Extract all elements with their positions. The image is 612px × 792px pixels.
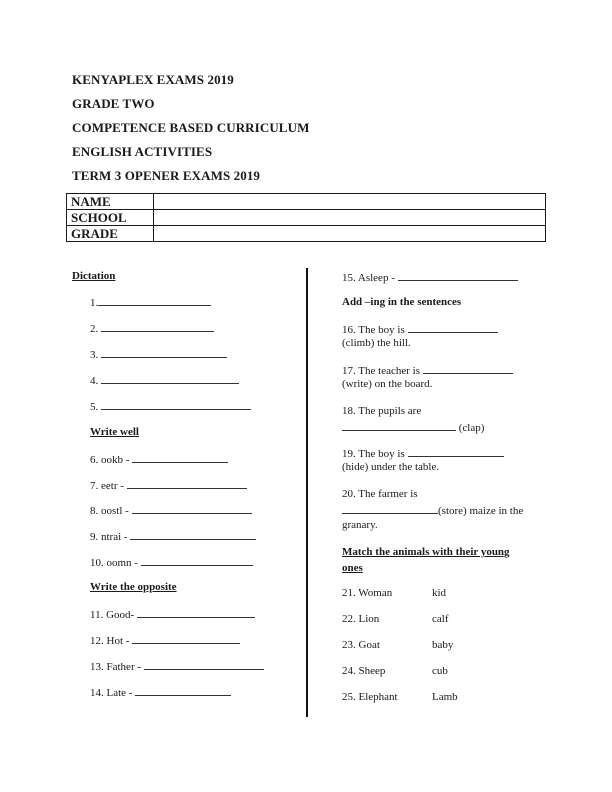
answer-blank[interactable] <box>137 607 255 618</box>
opposite-item-13 <box>90 659 264 673</box>
add-ing-item-20-end: granary. <box>342 519 378 531</box>
add-ing-item-16 <box>342 322 498 336</box>
word: 12. Hot - <box>90 635 133 647</box>
sentence-start: 19. The boy is <box>342 448 408 460</box>
answer-blank[interactable] <box>342 503 438 514</box>
answer-blank[interactable] <box>101 399 251 410</box>
answer-blank[interactable] <box>132 452 228 463</box>
sentence-start: 17. The teacher is <box>342 365 423 377</box>
match-young-baby: baby <box>432 639 454 651</box>
item-number: 4. <box>90 375 101 387</box>
grade-title: GRADE TWO <box>72 96 155 111</box>
answer-blank[interactable] <box>101 321 214 332</box>
write-well-item-6 <box>90 452 228 466</box>
dictation-item-3 <box>90 347 227 361</box>
table-row <box>67 210 546 226</box>
answer-blank[interactable] <box>342 420 456 431</box>
opposite-item-11 <box>90 607 255 621</box>
answer-blank[interactable] <box>127 478 247 489</box>
answer-blank[interactable] <box>132 503 252 514</box>
match-heading-line2: ones <box>342 562 363 574</box>
add-ing-item-20-mid <box>342 503 523 517</box>
exam-term-title: TERM 3 OPENER EXAMS 2019 <box>72 168 261 183</box>
answer-blank[interactable] <box>98 295 211 306</box>
scrambled-word: 9. ntrai - <box>90 531 131 543</box>
table-row <box>67 194 546 210</box>
dictation-item-1 <box>90 295 211 309</box>
match-animal-22: 22. Lion <box>342 613 380 625</box>
match-heading-line1: Match the animals with their young <box>342 546 510 558</box>
match-young-lamb: Lamb <box>432 691 458 703</box>
write-well-item-10 <box>90 555 253 569</box>
add-ing-item-18-end <box>342 420 484 434</box>
write-well-item-7 <box>90 478 247 492</box>
answer-blank[interactable] <box>144 659 264 670</box>
add-ing-item-19-end: (hide) under the table. <box>342 461 440 473</box>
match-animal-23: 23. Goat <box>342 639 380 651</box>
word: 14. Late - <box>90 687 136 699</box>
dictation-item-5 <box>90 399 251 413</box>
answer-blank[interactable] <box>423 363 513 374</box>
school-field[interactable] <box>154 210 546 226</box>
match-animal-25: 25. Elephant <box>342 691 398 703</box>
item-number: 2. <box>90 323 101 335</box>
add-ing-item-20: 20. The farmer is <box>342 488 418 500</box>
answer-blank[interactable] <box>408 446 504 457</box>
match-animal-21: 21. Woman <box>342 587 393 599</box>
word: 11. Good- <box>90 609 137 621</box>
answer-blank[interactable] <box>135 685 231 696</box>
scrambled-word: 6. ookb - <box>90 454 133 466</box>
dictation-item-2 <box>90 321 214 335</box>
write-well-item-8 <box>90 503 252 517</box>
add-ing-item-18: 18. The pupils are <box>342 405 422 417</box>
subject-title: ENGLISH ACTIVITIES <box>72 144 213 159</box>
curriculum-title: COMPETENCE BASED CURRICULUM <box>72 120 310 135</box>
sentence-start: 16. The boy is <box>342 324 408 336</box>
answer-blank[interactable] <box>101 347 227 358</box>
item-number: 5. <box>90 401 101 413</box>
sentence-end: (clap) <box>456 422 485 434</box>
school-label: SCHOOL <box>67 210 154 226</box>
sentence-end: (store) maize in the <box>438 505 524 517</box>
column-divider <box>306 268 308 717</box>
add-ing-item-17-end: (write) on the board. <box>342 378 433 390</box>
dictation-heading: Dictation <box>72 270 116 282</box>
student-info-table <box>66 193 546 242</box>
write-well-item-9 <box>90 529 256 543</box>
item-number: 3. <box>90 349 101 361</box>
grade-field[interactable] <box>154 226 546 242</box>
match-animal-24: 24. Sheep <box>342 665 386 677</box>
answer-blank[interactable] <box>130 529 256 540</box>
name-label: NAME <box>67 194 154 210</box>
add-ing-item-17 <box>342 363 513 377</box>
name-field[interactable] <box>154 194 546 210</box>
opposite-item-14 <box>90 685 231 699</box>
scrambled-word: 8. oostl - <box>90 505 132 517</box>
table-row <box>67 226 546 242</box>
write-well-heading: Write well <box>90 426 139 438</box>
add-ing-item-16-end: (climb) the hill. <box>342 337 411 349</box>
answer-blank[interactable] <box>408 322 498 333</box>
scrambled-word: 10. oomn - <box>90 557 141 569</box>
opposite-item-12 <box>90 633 240 647</box>
answer-blank[interactable] <box>141 555 253 566</box>
match-young-kid: kid <box>432 587 447 599</box>
word: 13. Father - <box>90 661 144 673</box>
item-number: 1. <box>90 297 99 309</box>
answer-blank[interactable] <box>398 270 518 281</box>
add-ing-heading: Add –ing in the sentences <box>342 296 462 308</box>
add-ing-item-19 <box>342 446 504 460</box>
write-opposite-heading: Write the opposite <box>90 581 177 593</box>
exam-provider-title: KENYAPLEX EXAMS 2019 <box>72 72 234 87</box>
opposite-item-15 <box>342 270 518 284</box>
match-young-calf: calf <box>432 613 449 625</box>
match-young-cub: cub <box>432 665 448 677</box>
answer-blank[interactable] <box>101 373 239 384</box>
grade-label: GRADE <box>67 226 154 242</box>
answer-blank[interactable] <box>132 633 240 644</box>
dictation-item-4 <box>90 373 239 387</box>
scrambled-word: 7. eetr - <box>90 480 127 492</box>
word: 15. Asleep - <box>342 272 398 284</box>
